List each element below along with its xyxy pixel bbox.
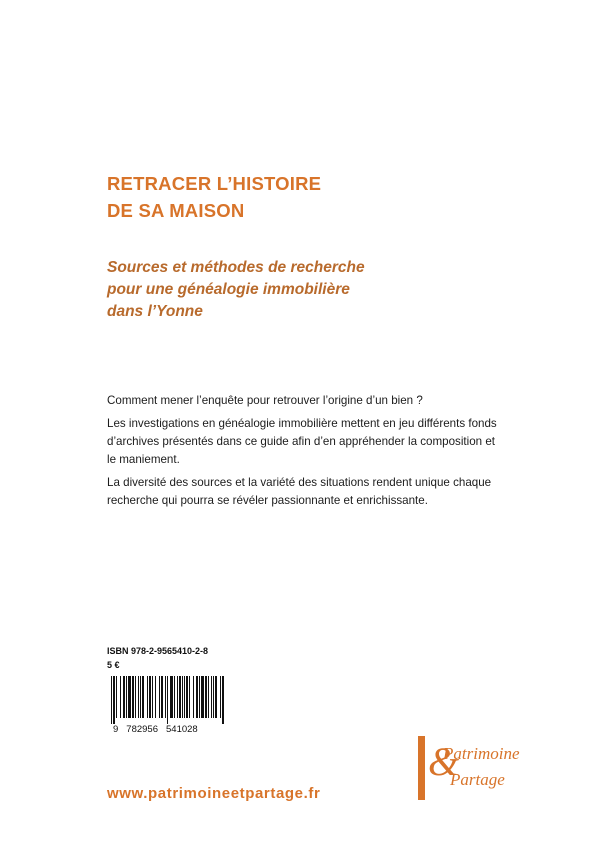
barcode-bar bbox=[177, 676, 178, 718]
barcode-bar bbox=[149, 676, 151, 718]
barcode-bar bbox=[196, 676, 198, 718]
blurb-paragraph-2: Les investigations en généalogie immobilière mettent en jeu différents fonds d’archives présentés dans ce guide afin d’en appréhender la composition et le maniement. bbox=[107, 417, 497, 466]
barcode-bar bbox=[184, 676, 185, 718]
subtitle-line-2: pour une généalogie immobilière bbox=[107, 281, 350, 298]
barcode-bar bbox=[170, 676, 173, 718]
website-link[interactable]: www.patrimoineetpartage.fr bbox=[107, 785, 321, 802]
logo-bar bbox=[418, 736, 425, 800]
barcode-bar bbox=[126, 676, 127, 718]
barcode-bar bbox=[155, 676, 156, 718]
publisher-logo bbox=[418, 736, 518, 800]
barcode-bar bbox=[174, 676, 175, 718]
barcode-bar bbox=[165, 676, 166, 718]
isbn-block bbox=[107, 644, 208, 672]
subtitle-line-1: Sources et méthodes de recherche bbox=[107, 259, 365, 276]
blurb-paragraph-3: La diversité des sources et la variété des situations rendent unique chaque recherche qui pourra se révéler passionnante et enrichissante. bbox=[107, 476, 492, 507]
book-title bbox=[107, 170, 321, 224]
logo-word-patrimoine: Patrimoine bbox=[443, 744, 520, 763]
barcode-bar bbox=[116, 676, 117, 718]
barcode-bar bbox=[205, 676, 207, 718]
barcode-bars bbox=[109, 676, 227, 724]
barcode-bar bbox=[135, 676, 136, 718]
barcode-bar bbox=[132, 676, 134, 718]
price: 5 € bbox=[107, 660, 120, 670]
barcode-bar bbox=[211, 676, 212, 718]
book-subtitle bbox=[107, 257, 365, 323]
barcode-bar bbox=[167, 676, 168, 724]
back-cover-blurb bbox=[107, 392, 507, 515]
barcode-first-digit: 9 bbox=[113, 724, 119, 735]
title-line-2: DE SA MAISON bbox=[107, 200, 245, 221]
barcode-bar bbox=[159, 676, 160, 718]
barcode-bar bbox=[140, 676, 141, 718]
subtitle-line-3: dans l’Yonne bbox=[107, 303, 203, 320]
blurb-paragraph-1: Comment mener l’enquête pour retrouver l’origine d’un bien ? bbox=[107, 394, 423, 407]
barcode-bar bbox=[128, 676, 131, 718]
barcode-bar bbox=[111, 676, 112, 724]
barcode-bar bbox=[193, 676, 194, 718]
barcode-bar bbox=[201, 676, 204, 718]
barcode-right-group: 541028 bbox=[166, 724, 198, 735]
logo-word-partage: Partage bbox=[450, 770, 505, 789]
barcode-bar bbox=[182, 676, 183, 718]
barcode-bar bbox=[161, 676, 163, 718]
barcode-bar bbox=[152, 676, 153, 718]
logo-ampersand: & bbox=[428, 739, 460, 784]
barcode-bar bbox=[147, 676, 148, 718]
barcode-bar bbox=[179, 676, 181, 718]
barcode-digits bbox=[113, 724, 225, 735]
isbn-number: ISBN 978-2-9565410-2-8 bbox=[107, 646, 209, 656]
barcode-bar bbox=[213, 676, 214, 718]
barcode-bar bbox=[199, 676, 200, 718]
title-line-1: RETRACER L’HISTOIRE bbox=[107, 173, 322, 194]
barcode-bar bbox=[215, 676, 217, 718]
barcode-bar bbox=[138, 676, 139, 718]
barcode-left-group: 782956 bbox=[126, 724, 158, 735]
barcode-bar bbox=[220, 676, 221, 718]
barcode-bar bbox=[222, 676, 224, 724]
barcode-bar bbox=[189, 676, 190, 718]
barcode-bar bbox=[142, 676, 144, 718]
barcode-bar bbox=[186, 676, 188, 718]
barcode-bar bbox=[113, 676, 115, 724]
barcode-bar bbox=[208, 676, 209, 718]
barcode-bar bbox=[123, 676, 125, 718]
barcode-bar bbox=[120, 676, 121, 718]
